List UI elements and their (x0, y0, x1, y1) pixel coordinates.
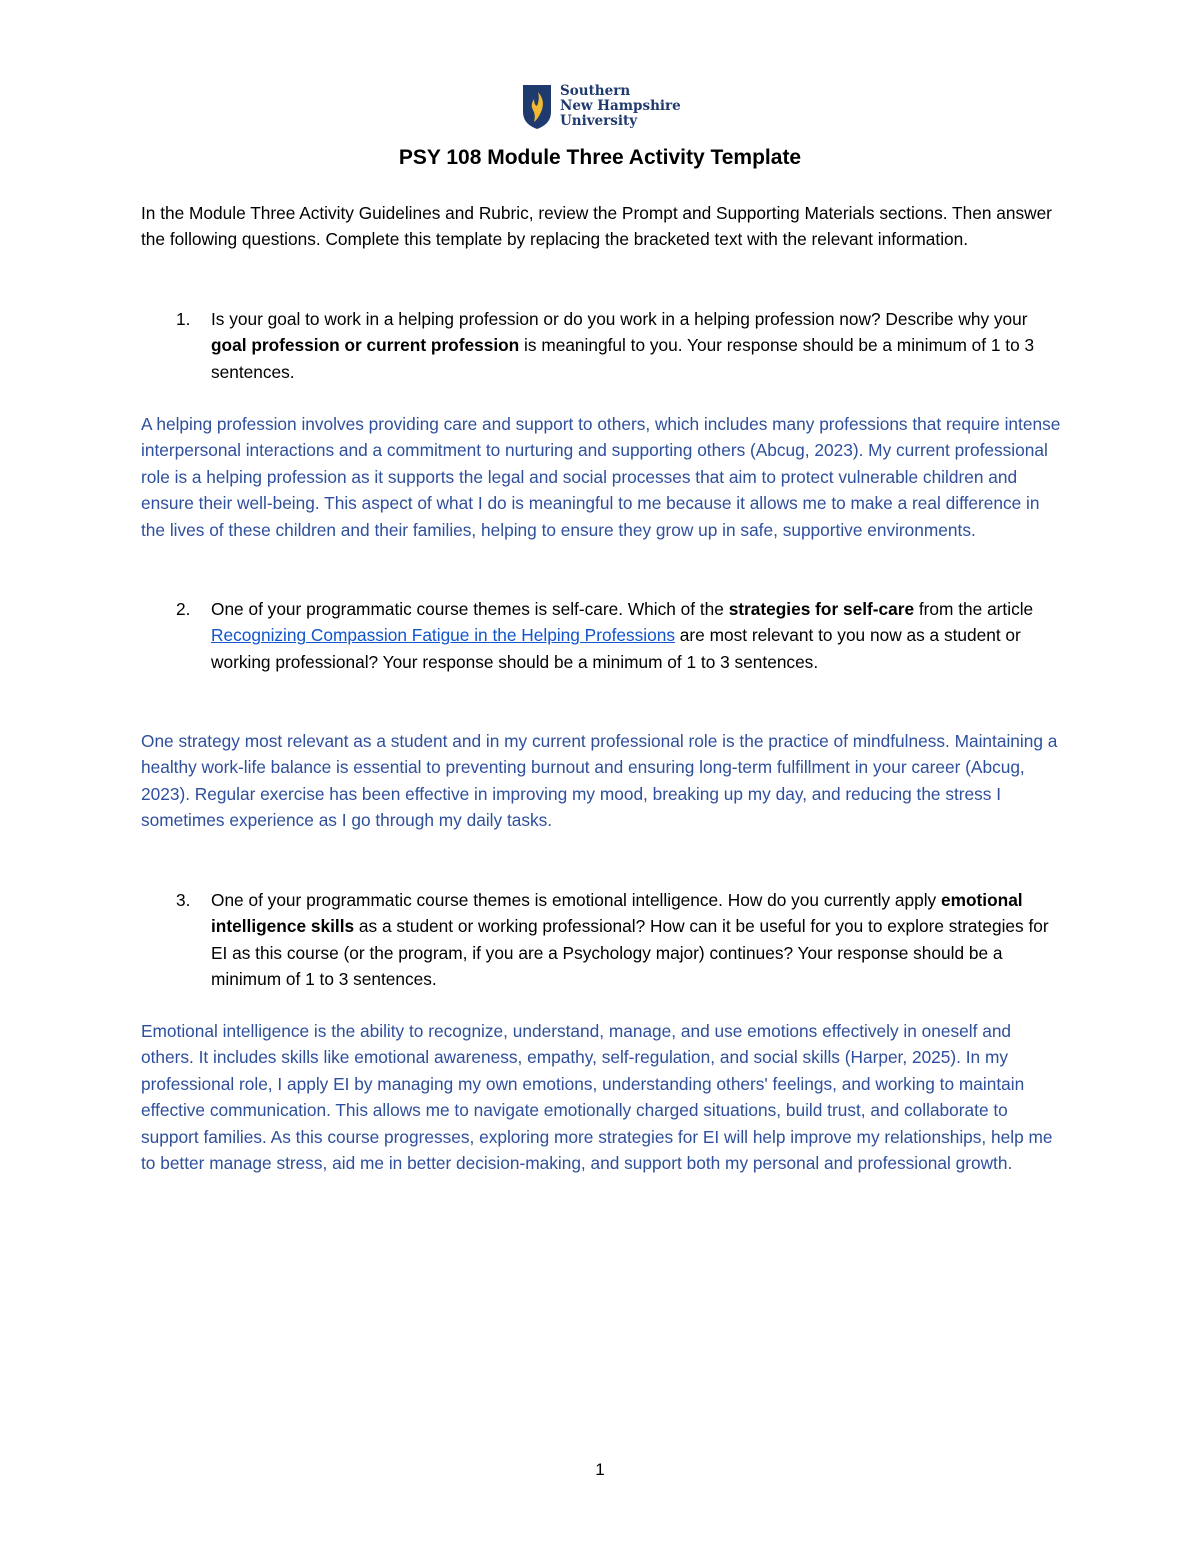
page-number: 1 (595, 1460, 605, 1479)
answer-1: A helping profession involves providing care and support to others, which includes many professions that require intense interpersonal interactions and a commitment to nurturing and supporting others (Abcug, 2023). My current professional role is a helping profession as it supports the legal and social processes that aim to protect vulnerable children and ensure their well-being. This aspect of what I do is meaningful to me because it allows me to make a real difference in the lives of these children and their families, helping to ensure they grow up in safe, supportive environments. (141, 414, 1061, 540)
logo-line-3: University (560, 113, 638, 129)
logo-text (560, 84, 681, 129)
question-2 (176, 596, 1066, 675)
question-number: 1. (176, 309, 191, 329)
question-text: One of your programmatic course themes is emotional intelligence. How do you currently apply emotional intelligence skills as a student or working professional? How can it be useful for you to explore strategies for EI as this course (or the program, if you are a Psychology major) continues? Your response should be a minimum of 1 to 3 sentences. (211, 890, 1049, 990)
university-logo (522, 84, 681, 130)
question-emphasis: goal profession or current profession (211, 335, 520, 356)
page-title: PSY 108 Module Three Activity Template (398, 146, 802, 169)
question-number: 2. (176, 599, 191, 619)
article-link[interactable]: Recognizing Compassion Fatigue in the Helping Professions (211, 625, 675, 646)
question-3 (176, 887, 1066, 993)
question-emphasis: strategies for self-care (728, 599, 915, 619)
question-text: One of your programmatic course themes is self-care. Which of the strategies for self-care from the article Recognizing Compassion Fatigue in the Helping Professions are most relevant to you now as a student or working professional? Your response should be a minimum of 1 to 3 sentences. (211, 599, 1034, 672)
answer-2: One strategy most relevant as a student and in my current professional role is the practice of mindfulness. Maintaining a healthy work-life balance is essential to preventing burnout and ensuring long-term fulfillment in your career (Abcug, 2023). Regular exercise has been effective in improving my mood, breaking up my day, and reducing the stress I sometimes experience as I go through my daily tasks. (141, 731, 1058, 831)
answer-3: Emotional intelligence is the ability to recognize, understand, manage, and use emotions effectively in oneself and others. It includes skills like emotional awareness, empathy, self-regulation, and social skills (Harper, 2025). In my professional role, I apply EI by managing my own emotions, understanding others' feelings, and working to maintain effective communication. This allows me to navigate emotionally charged situations, build trust, and collaborate to support families. As this course progresses, exploring more strategies for EI will help improve my relationships, help me to better manage stress, aid me in better decision-making, and support both my personal and professional growth. (141, 1021, 1053, 1174)
flame-shield-icon (522, 84, 552, 130)
logo-line-1: Southern (560, 83, 631, 99)
question-1 (176, 306, 1066, 385)
question-emphasis: emotional intelligence skills (211, 890, 1023, 937)
question-text: Is your goal to work in a helping profession or do you work in a helping profession now? Describe why your goal profession or current profession is meaningful to you. Your response should be a minimum of 1 to 3 sentences. (211, 309, 1035, 382)
intro-paragraph: In the Module Three Activity Guidelines and Rubric, review the Prompt and Supporting Materials sections. Then answer the following questions. Complete this template by replacing the bracketed text with the relevant information. (141, 203, 1052, 250)
logo-line-2: New Hampshire (560, 98, 681, 114)
question-number: 3. (176, 890, 191, 910)
